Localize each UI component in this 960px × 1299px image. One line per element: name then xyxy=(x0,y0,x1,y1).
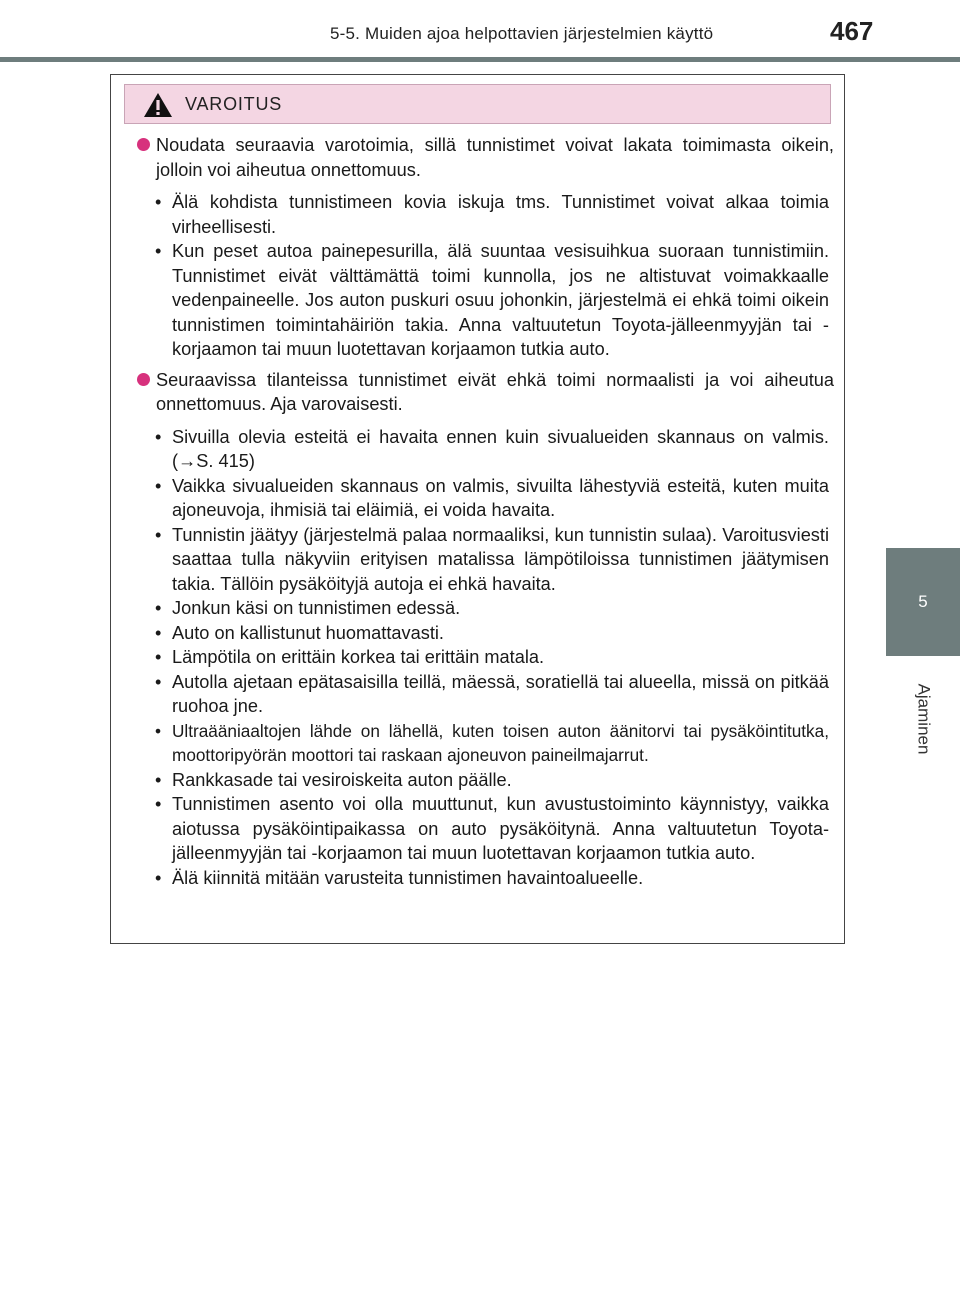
warning-header xyxy=(124,84,831,124)
page-number: 467 xyxy=(830,16,874,46)
chapter-number: 5 xyxy=(918,592,928,611)
point-dot-icon xyxy=(137,138,150,151)
list-item: • Lämpötila on erittäin korkea tai erittäin matala. xyxy=(155,647,545,667)
list-item: • Älä kiinnitä mitään varusteita tunnistimen havaintoalueelle. xyxy=(155,867,644,888)
warning-title: VAROITUS xyxy=(185,94,283,114)
bullet-list xyxy=(111,190,843,362)
list-item: • Autolla ajetaan epätasaisilla teillä, mäessä, soratiellä tai alueella, missä on pitkää ruohoa jne. xyxy=(155,671,829,716)
warning-point xyxy=(111,133,843,182)
list-item: • Älä kohdista tunnistimeen kovia iskuja tms. Tunnistimet voivat alkaa toimia virheellisesti. xyxy=(155,192,829,237)
list-item: • Rankkasade tai vesiroiskeita auton päälle. xyxy=(155,769,512,790)
point-dot-icon xyxy=(137,373,150,386)
list-item: • Tunnistin jäätyy (järjestelmä palaa normaaliksi, kun tunnistin sulaa). Varoitusviesti saattaa tulla näkyviin erityisen matalissa lämpötiloissa tunnistimen jäätymisen takia. Tällöin pysäköityjä autoja ei ehkä havaita. xyxy=(155,524,829,594)
warning-box xyxy=(110,74,845,944)
chapter-label-container xyxy=(886,664,960,774)
running-header: 5-5. Muiden ajoa helpottavien järjestelmien käyttö xyxy=(330,24,714,43)
chapter-label: Ajaminen xyxy=(914,683,933,755)
bullet-list xyxy=(111,425,843,891)
header-rule xyxy=(0,57,960,62)
warning-point-text: Noudata seuraavia varotoimia, sillä tunnistimet voivat lakata toimimasta oikein, jolloin voi aiheutua onnettomuus. xyxy=(156,135,834,180)
list-item: • Kun peset autoa painepesurilla, älä suuntaa vesisuihkua suoraan tunnistimiin. Tunnistimet eivät välttämättä toimi kunnolla, jos ne altistuvat voimakkaalle vedenpaineelle. Jos auton puskuri osuu johonkin, järjestelmä ei ehkä toimi oikein tunnistimen toimintahäiriön takia. Anna valtuutetun Toyota-jälleenmyyjän tai -korjaamon tai muun luotettavan korjaamon tutkia auto. xyxy=(155,241,829,359)
chapter-tab[interactable] xyxy=(886,548,960,656)
list-item: • Auto on kallistunut huomattavasti. xyxy=(155,622,444,643)
list-item: • Jonkun käsi on tunnistimen edessä. xyxy=(155,598,461,618)
list-item: • Vaikka sivualueiden skannaus on valmis, sivuilta lähestyviä esteitä, kuten muita ajoneuvoja, ihmisiä tai eläimiä, ei voida havaita. xyxy=(155,475,829,520)
list-item: • Tunnistimen asento voi olla muuttunut, kun avustustoiminto käynnistyy, vaikka aiotussa pysäköintipaikassa on auto pysäköitynä. Anna valtuutetun Toyota-jälleenmyyjän tai -korjaamon tai muun luotettavan korjaamon tutkia auto. xyxy=(155,794,829,863)
warning-triangle-icon xyxy=(143,92,173,123)
list-item: • Ultraääniaaltojen lähde on lähellä, kuten toisen auton äänitorvi tai pysäköintitutka, moottoripyörän moottori tai raskaan ajoneuvon paineilmajarrut. xyxy=(155,720,829,765)
warning-content xyxy=(111,133,843,896)
list-item: • Sivuilla olevia esteitä ei havaita ennen kuin sivualueiden skannaus on valmis. (→S. 415) xyxy=(155,426,829,471)
warning-point xyxy=(111,368,843,417)
warning-point-text: Seuraavissa tilanteissa tunnistimet eivät ehkä toimi normaalisti ja voi aiheutua onnettomuus. Aja varovaisesti. xyxy=(156,369,834,414)
